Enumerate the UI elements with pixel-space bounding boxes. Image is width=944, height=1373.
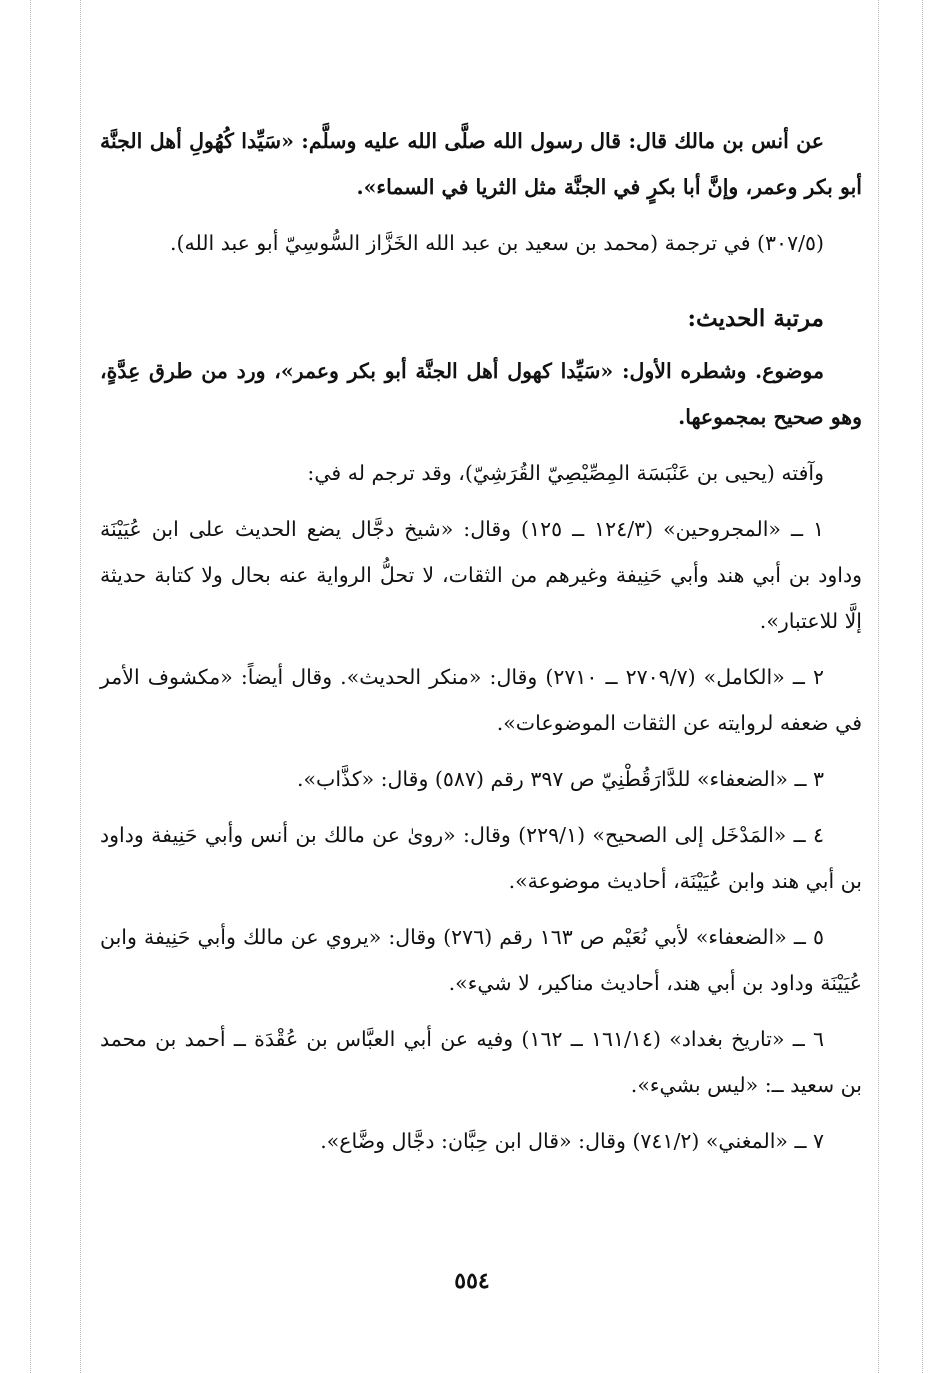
reference-item-2: ٢ ــ «الكامل» (٢٧٠٩/٧ ــ ٢٧١٠) وقال: «منكر الحديث». وقال أيضاً: «مكشوف الأمر في ضعفه لروايته عن الثقات الموضوعات». bbox=[100, 665, 862, 735]
dotted-guide-line bbox=[30, 0, 31, 1373]
reference-item-3: ٣ ــ «الضعفاء» للدَّارَقُطْنِيّ ص ٣٩٧ رقم (٥٨٧) وقال: «كذَّاب». bbox=[297, 767, 824, 791]
reference-item-6: ٦ ــ «تاريخ بغداد» (١٦١/١٤ ــ ١٦٢) وفيه عن أبي العبَّاس بن عُقْدَة ــ أحمد بن محمد بن سعيد ــ: «ليس بشيء». bbox=[100, 1027, 862, 1097]
page-body bbox=[100, 118, 862, 1174]
source-reference: (٣٠٧/٥) في ترجمة (محمد بن سعيد بن عبد الله الخَزَّاز السُّوسِيّ أبو عبد الله). bbox=[169, 231, 824, 255]
dotted-guide-line bbox=[922, 0, 923, 1373]
page-number: ٥٥٤ bbox=[454, 1268, 490, 1294]
hadith-text: عن أنس بن مالك قال: قال رسول الله صلَّى الله عليه وسلَّم: «سَيِّدا كُهُولِ أهل الجنَّة أبو بكر وعمر، وإنَّ أبا بكرٍ في الجنَّة مثل الثريا في السماء». bbox=[100, 129, 862, 199]
narrator-intro: وآفته (يحيى بن عَنْبَسَة المِصِّيْصِيّ القُرَشِيّ)، وقد ترجم له في: bbox=[307, 461, 824, 485]
reference-item-1: ١ ــ «المجروحين» (١٢٤/٣ ــ ١٢٥) وقال: «شيخ دجَّال يضع الحديث على ابن عُيَيْنَة وداود بن أبي هند وأبي حَنِيفة وغيرهم من الثقات، لا تحلُّ الرواية عنه بحال ولا كتابة حديثة إلَّا للاعتبار». bbox=[100, 517, 862, 633]
reference-item-4: ٤ ــ «المَدْخَل إلى الصحيح» (٢٢٩/١) وقال: «روىٰ عن مالك بن أنس وأبي حَنِيفة وداود بن أبي هند وابن عُيَيْنَة، أحاديث موضوعة». bbox=[100, 823, 862, 893]
reference-item-7: ٧ ــ «المغني» (٧٤١/٢) وقال: «قال ابن حِبَّان: دجَّال وضَّاع». bbox=[320, 1129, 824, 1153]
dotted-guide-line bbox=[80, 0, 81, 1373]
section-heading: مرتبة الحديث: bbox=[687, 305, 824, 332]
dotted-guide-line bbox=[878, 0, 879, 1373]
reference-item-5: ٥ ــ «الضعفاء» لأبي نُعَيْم ص ١٦٣ رقم (٢٧٦) وقال: «يروي عن مالك وأبي حَنِيفة وابن عُيَيْنَة وداود بن أبي هند، أحاديث مناكير، لا شيء». bbox=[100, 925, 862, 995]
ruling-paragraph: موضوع. وشطره الأول: «سَيِّدا كهول أهل الجنَّة أبو بكر وعمر»، ورد من طرق عِدَّةٍ، وهو صحيح بمجموعها. bbox=[100, 359, 862, 429]
